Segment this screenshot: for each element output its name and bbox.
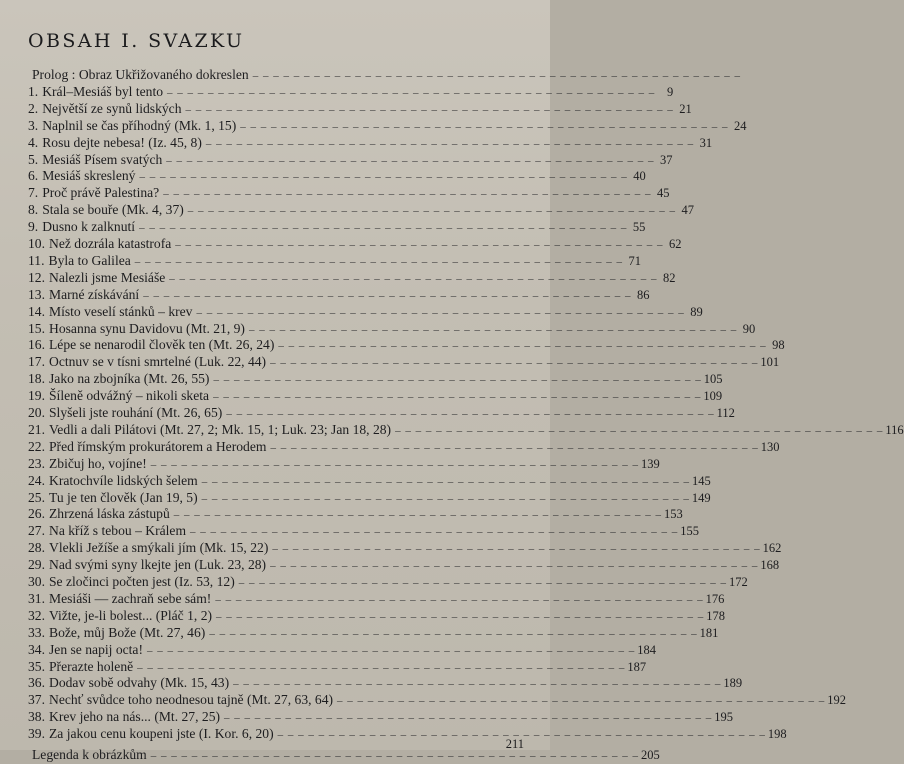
entry-page-number: 168: [760, 558, 780, 573]
entry-title: Nalezli jsme Mesiáše: [49, 269, 166, 285]
entry-number: 5.: [28, 151, 39, 167]
entry-number: 38.: [28, 709, 45, 725]
toc-entry: [28, 489, 711, 507]
toc-legend: [28, 747, 660, 764]
entry-number: 11.: [28, 252, 45, 268]
entry-title: Nad svými syny lkejte jen (Luk. 23, 28): [49, 557, 267, 573]
entry-number: 3.: [28, 117, 39, 133]
dot-leader: – – – – – – – – – – – – – – – – – – – – – – – – – – – – – – – – – – – – – – – – – – – – – – – –: [185, 103, 674, 116]
dot-leader: – – – – – – – – – – – – – – – – – – – – – – – – – – – – – – – – – – – – – – – – – – – – – – – –: [163, 188, 652, 201]
entry-title: Na kříž s tebou – Králem: [49, 523, 187, 539]
toc-entry: [28, 658, 647, 676]
entry-page-number: 198: [767, 727, 787, 742]
entry-page-number: 205: [641, 748, 660, 762]
entry-number: 19.: [28, 388, 45, 404]
toc-entry: [28, 641, 656, 659]
toc-entry: [28, 540, 782, 557]
dot-leader: – – – – – – – – – – – – – – – – – – – – – – – – – – – – – – – – – – – – – – – – – – – – – – – –: [173, 509, 663, 522]
toc-entry: [28, 202, 695, 219]
entry-page-number: 82: [663, 270, 676, 285]
entry-title: Legenda k obrázkům: [32, 747, 147, 762]
dot-leader: – – – – – – – – – – – – – – – – – – – – – – – – – – – – – – – – – – – – – – – – – – – – – – – –: [201, 475, 690, 488]
entry-number: 22.: [28, 438, 45, 454]
entry-page-number: 192: [827, 693, 847, 708]
dot-leader: – – – – – – – – – – – – – – – – – – – – – – – – – – – – – – – – – – – – – – – – – – – – – – – –: [216, 610, 705, 623]
dot-leader: – – – – – – – – – – – – – – – – – – – – – – – – – – – – – – – – – – – – – – – – – – – – – – – –: [139, 171, 628, 184]
entry-page-number: 189: [723, 676, 743, 691]
dot-leader: – – – – – – – – – – – – – – – – – – – – – – – – – – – – – – – – – – – – – – – – – – – – – – – –: [147, 644, 636, 657]
dot-leader: – – – – – – – – – – – – – – – – – – – – – – – – – – – – – – – – – – – – – – – – – – – – – – – –: [167, 86, 656, 99]
toc-entry: [28, 607, 726, 625]
dot-leader: – – – – – – – – – – – – – – – – – – – – – – – – – – – – – – – – – – – – – – – – – – – – – – – –: [166, 154, 655, 167]
entry-page-number: 153: [664, 507, 683, 522]
entry-number: 31.: [28, 590, 45, 606]
entry-title: Místo veselí stánků – krev: [49, 303, 193, 319]
entry-page-number: 195: [714, 710, 734, 725]
entry-page-number: 187: [627, 659, 647, 674]
dot-leader: – – – – – – – – – – – – – – – – – – – – – – – – – – – – – – – – – – – – – – – – – – – – – – – –: [252, 70, 741, 82]
entry-number: 16.: [28, 337, 45, 353]
toc-entry: [28, 151, 673, 169]
entry-page-number: 162: [762, 541, 782, 556]
toc-entry: [28, 219, 646, 236]
entry-number: 13.: [28, 286, 45, 302]
entry-title: Se zločinci počten jest (Iz. 53, 12): [49, 574, 235, 589]
entry-number: 23.: [28, 455, 45, 471]
toc-entry: [28, 472, 711, 490]
toc-entry: [28, 303, 703, 321]
entry-title: Mesiáš skreslený: [42, 168, 136, 184]
dot-leader: – – – – – – – – – – – – – – – – – – – – – – – – – – – – – – – – – – – – – – – – – – – – – – – –: [175, 239, 664, 251]
entry-title: Největší ze synů lidských: [42, 100, 182, 116]
entry-number: 28.: [28, 540, 45, 556]
dot-leader: – – – – – – – – – – – – – – – – – – – – – – – – – – – – – – – – – – – – – – – – – – – – – – – –: [169, 272, 658, 285]
dot-leader: – – – – – – – – – – – – – – – – – – – – – – – – – – – – – – – – – – – – – – – – – – – – – – – –: [240, 120, 729, 133]
entry-number: 17.: [28, 354, 45, 370]
entry-page-number: 89: [690, 304, 703, 319]
entry-number: 36.: [28, 675, 45, 691]
entry-title: Král–Mesiáš byl tento: [42, 83, 164, 99]
entry-title: Vižte, je-li bolest... (Pláč 1, 2): [49, 607, 213, 623]
toc-entry: [28, 455, 660, 473]
dot-leader: – – – – – – – – – – – – – – – – – – – – – – – – – – – – – – – – – – – – – – – – – – – – – – – –: [270, 441, 759, 454]
toc-entry: [28, 83, 674, 101]
entry-page-number: 98: [772, 338, 785, 353]
entry-page-number: 211: [505, 737, 524, 751]
entry-page-number: 184: [637, 642, 656, 657]
entry-number: 32.: [28, 607, 45, 623]
dot-leader: – – – – – – – – – – – – – – – – – – – – – – – – – – – – – – – – – – – – – – – – – – – – – – – –: [238, 577, 727, 589]
toc-entry: [28, 286, 650, 304]
entry-number: 24.: [28, 472, 45, 488]
entry-number: 30.: [28, 574, 45, 589]
entry-number: 10.: [28, 236, 45, 251]
toc-entry: [28, 709, 734, 726]
entry-page-number: 176: [705, 591, 725, 606]
entry-number: 25.: [28, 489, 45, 505]
entry-title: Lépe se nenarodil člověk ten (Mt. 26, 24): [49, 337, 275, 353]
toc-entry: [28, 371, 723, 388]
dot-leader: – – – – – – – – – – – – – – – – – – – – – – – – – – – – – – – – – – – – – – – – – – – – – – – –: [272, 543, 761, 556]
entry-number: 27.: [28, 523, 45, 539]
dot-leader: – – – – – – – – – – – – – – – – – – – – – – – – – – – – – – – – – – – – – – – – – – – – – – – –: [395, 424, 884, 437]
dot-leader: – – – – – – – – – – – – – – – – – – – – – – – – – – – – – – – – – – – – – – – – – – – – – – – –: [337, 695, 826, 708]
entry-number: 26.: [28, 506, 45, 522]
entry-number: 7.: [28, 185, 39, 201]
entry-title: Slyšeli jste rouhání (Mt. 26, 65): [49, 405, 223, 420]
entry-number: 4.: [28, 134, 39, 150]
toc-entry: [28, 438, 780, 456]
entry-title: Mesiáši — zachraň sebe sám!: [49, 590, 212, 606]
toc-prolog: [28, 67, 741, 84]
entry-number: 35.: [28, 658, 45, 674]
entry-number: 29.: [28, 557, 45, 573]
toc-entry: [28, 557, 780, 574]
entry-page-number: 101: [760, 355, 780, 370]
entry-title: Prolog : Obraz Ukřižovaného dokreslen: [32, 67, 249, 82]
dot-leader: – – – – – – – – – – – – – – – – – – – – – – – – – – – – – – – – – – – – – – – – – – – – – – – –: [270, 560, 759, 573]
entry-title: Vlekli Ježíše a smýkali jím (Mk. 15, 22): [49, 540, 269, 556]
entry-title: Rosu dejte nebesa! (Iz. 45, 8): [42, 134, 202, 150]
toc-entry: [28, 624, 719, 642]
entry-page-number: 45: [656, 186, 670, 201]
entry-number: 1.: [28, 83, 39, 99]
entry-number: 8.: [28, 202, 39, 218]
toc-entry: [28, 405, 735, 422]
toc-entry: [28, 692, 847, 709]
entry-page-number: 145: [692, 473, 711, 488]
dot-leader: – – – – – – – – – – – – – – – – – – – – – – – – – – – – – – – – – – – – – – – – – – – – – – – –: [233, 678, 722, 691]
entry-title: Jako na zbojníka (Mt. 26, 55): [49, 371, 210, 387]
toc-entry: [28, 574, 748, 591]
entry-page-number: 112: [716, 406, 735, 420]
entry-page-number: 47: [681, 203, 695, 218]
entry-page-number: 139: [641, 456, 660, 471]
entry-page-number: 31: [699, 135, 713, 150]
dot-leader: – – – – – – – – – – – – – – – – – – – – – – – – – – – – – – – – – – – – – – – – – – – – – – – –: [209, 627, 698, 640]
entry-number: 18.: [28, 371, 45, 387]
entry-title: Přerazte holeně: [49, 658, 134, 674]
dot-leader: – – – – – – – – – – – – – – – – – – – – – – – – – – – – – – – – – – – – – – – – – – – – – – – –: [143, 289, 632, 302]
entry-page-number: 21: [679, 101, 692, 116]
entry-title: Naplnil se čas příhodný (Mk. 1, 15): [42, 117, 237, 133]
entry-page-number: 71: [628, 253, 642, 268]
entry-title: Kratochvíle lidských šelem: [49, 472, 198, 488]
entry-page-number: 9: [667, 84, 674, 99]
toc-entry: [28, 236, 682, 253]
entry-page-number: 178: [706, 608, 726, 623]
dot-leader: – – – – – – – – – – – – – – – – – – – – – – – – – – – – – – – – – – – – – – – – – – – – – – – –: [150, 458, 640, 471]
dot-leader: – – – – – – – – – – – – – – – – – – – – – – – – – – – – – – – – – – – – – – – – – – – – – – – –: [270, 357, 759, 370]
entry-title: Zhrzená láska zástupů: [49, 506, 170, 522]
entry-title: Octnuv se v tísni smrtelné (Luk. 22, 44): [49, 354, 267, 370]
dot-leader: – – – – – – – – – – – – – – – – – – – – – – – – – – – – – – – – – – – – – – – – – – – – – – – –: [213, 391, 702, 404]
toc-entry: [28, 523, 700, 540]
entry-title: Šíleně odvážný – nikoli sketa: [49, 388, 210, 404]
entry-title: Než dozrála katastrofa: [49, 236, 172, 251]
entry-page-number: 149: [691, 490, 711, 505]
entry-number: 21.: [28, 421, 45, 437]
dot-leader: – – – – – – – – – – – – – – – – – – – – – – – – – – – – – – – – – – – – – – – – – – – – – – – –: [277, 729, 766, 742]
entry-page-number: 40: [633, 169, 646, 184]
dot-leader: – – – – – – – – – – – – – – – – – – – – – – – – – – – – – – – – – – – – – – – – – – – – – – – –: [224, 712, 713, 725]
entry-title: Dusno k zalknutí: [42, 219, 136, 235]
toc-entry: [28, 354, 780, 371]
toc-entry: [28, 269, 676, 287]
entry-title: Stala se bouře (Mk. 4, 37): [42, 202, 184, 218]
entry-page-number: 24: [734, 118, 747, 133]
entry-title: Zbičuj ho, vojíne!: [49, 455, 147, 471]
toc-entry: [28, 100, 692, 118]
dot-leader: – – – – – – – – – – – – – – – – – – – – – – – – – – – – – – – – – – – – – – – – – – – – – – – –: [213, 374, 702, 387]
entry-number: 12.: [28, 269, 45, 285]
toc-entry: [28, 506, 683, 523]
entry-title: Dodav sobě odvahy (Mk. 15, 43): [49, 675, 230, 691]
entry-title: Vedli a dali Pilátovi (Mt. 27, 2; Mk. 15, 1; Luk. 23; Jan 18, 28): [49, 421, 392, 437]
dot-leader: – – – – – – – – – – – – – – – – – – – – – – – – – – – – – – – – – – – – – – – – – – – – – – – –: [190, 526, 679, 539]
page-title: OBSAH I. SVAZKU: [28, 30, 245, 52]
toc-entry: [28, 337, 785, 354]
toc-entry: [28, 168, 646, 185]
dot-leader: – – – – – – – – – – – – – – – – – – – – – – – – – – – – – – – – – – – – – – – – – – – – – – – –: [137, 661, 626, 674]
entry-title: Mesiáš Písem svatých: [42, 151, 163, 167]
entry-page-number: 86: [636, 287, 650, 302]
entry-title: Byla to Galilea: [48, 252, 131, 268]
toc-entry: [28, 590, 725, 608]
dot-leader: – – – – – – – – – – – – – – – – – – – – – – – – – – – – – – – – – – – – – – – – – – – – – – – –: [139, 222, 628, 235]
entry-title: Jen se napij octa!: [49, 641, 143, 657]
toc-entry: [28, 185, 670, 202]
entry-page-number: 116: [885, 422, 904, 437]
toc-entry: [28, 117, 747, 135]
toc-entry: [28, 134, 713, 152]
dot-leader: – – – – – – – – – – – – – – – – – – – – – – – – – – – – – – – – – – – – – – – – – – – – – – – –: [248, 323, 738, 336]
entry-title: Marné získávání: [49, 286, 140, 302]
entry-title: Nechť svůdce toho neodnesou tajně (Mt. 27, 63, 64): [49, 692, 334, 708]
dot-leader: – – – – – – – – – – – – – – – – – – – – – – – – – – – – – – – – – – – – – – – – – – – – – – – –: [134, 255, 624, 268]
entry-page-number: 109: [703, 389, 723, 404]
dot-leader: – – – – – – – – – – – – – – – – – – – – – – – – – – – – – – – – – – – – – – – – – – – – – – – –: [150, 750, 639, 762]
entry-number: 14.: [28, 303, 45, 319]
entry-title: Bože, můj Bože (Mt. 27, 46): [49, 624, 206, 640]
dot-leader: – – – – – – – – – – – – – – – – – – – – – – – – – – – – – – – – – – – – – – – – – – – – – – – –: [201, 492, 690, 505]
entry-page-number: 90: [742, 321, 756, 336]
dot-leader: – – – – – – – – – – – – – – – – – – – – – – – – – – – – – – – – – – – – – – – – – – – – – – – –: [187, 205, 677, 218]
entry-title: Za jakou cenu koupeni jste (I. Kor. 6, 20): [49, 726, 274, 742]
entry-page-number: 55: [632, 220, 646, 235]
dot-leader: – – – – – – – – – – – – – – – – – – – – – – – – – – – – – – – – – – – – – – – – – – – – – – – –: [215, 593, 704, 606]
entry-page-number: 130: [760, 439, 780, 454]
entry-number: 34.: [28, 641, 45, 657]
entry-page-number: 155: [680, 524, 700, 539]
entry-number: 15.: [28, 320, 45, 336]
entry-title: Hosanna synu Davidovu (Mt. 21, 9): [49, 320, 245, 336]
entry-title: Tu je ten člověk (Jan 19, 5): [49, 489, 198, 505]
dot-leader: – – – – – – – – – – – – – – – – – – – – – – – – – – – – – – – – – – – – – – – – – – – – – – – –: [226, 408, 715, 420]
toc-entry: [28, 388, 723, 405]
entry-page-number: 62: [669, 237, 682, 251]
entry-page-number: 181: [699, 625, 719, 640]
entry-number: 37.: [28, 692, 45, 708]
entry-number: 2.: [28, 100, 39, 116]
toc-entry: [28, 252, 642, 270]
entry-number: 39.: [28, 726, 45, 742]
entry-title: Proč právě Palestina?: [42, 185, 160, 201]
entry-page-number: 105: [703, 372, 723, 387]
entry-title: Krev jeho na nás... (Mt. 27, 25): [49, 709, 221, 725]
toc-entry: [28, 421, 904, 439]
entry-title: Před římským prokurátorem a Herodem: [49, 438, 267, 454]
entry-number: 6.: [28, 168, 39, 184]
toc-entry: [28, 320, 756, 338]
dot-leader: – – – – – – – – – – – – – – – – – – – – – – – – – – – – – – – – – – – – – – – – – – – – – – – –: [278, 340, 767, 353]
entry-page-number: 172: [728, 575, 748, 589]
dot-leader: – – – – – – – – – – – – – – – – – – – – – – – – – – – – – – – – – – – – – – – – – – – – – – – –: [196, 306, 685, 319]
dot-leader: – – – – – – – – – – – – – – – – – – – – – – – – – – – – – – – – – – – – – – – – – – – – – – – –: [205, 137, 695, 150]
entry-number: 33.: [28, 624, 45, 640]
entry-page-number: 37: [660, 152, 673, 167]
toc-entry: [28, 675, 743, 692]
entry-number: 9.: [28, 219, 39, 235]
entry-number: 20.: [28, 405, 45, 420]
